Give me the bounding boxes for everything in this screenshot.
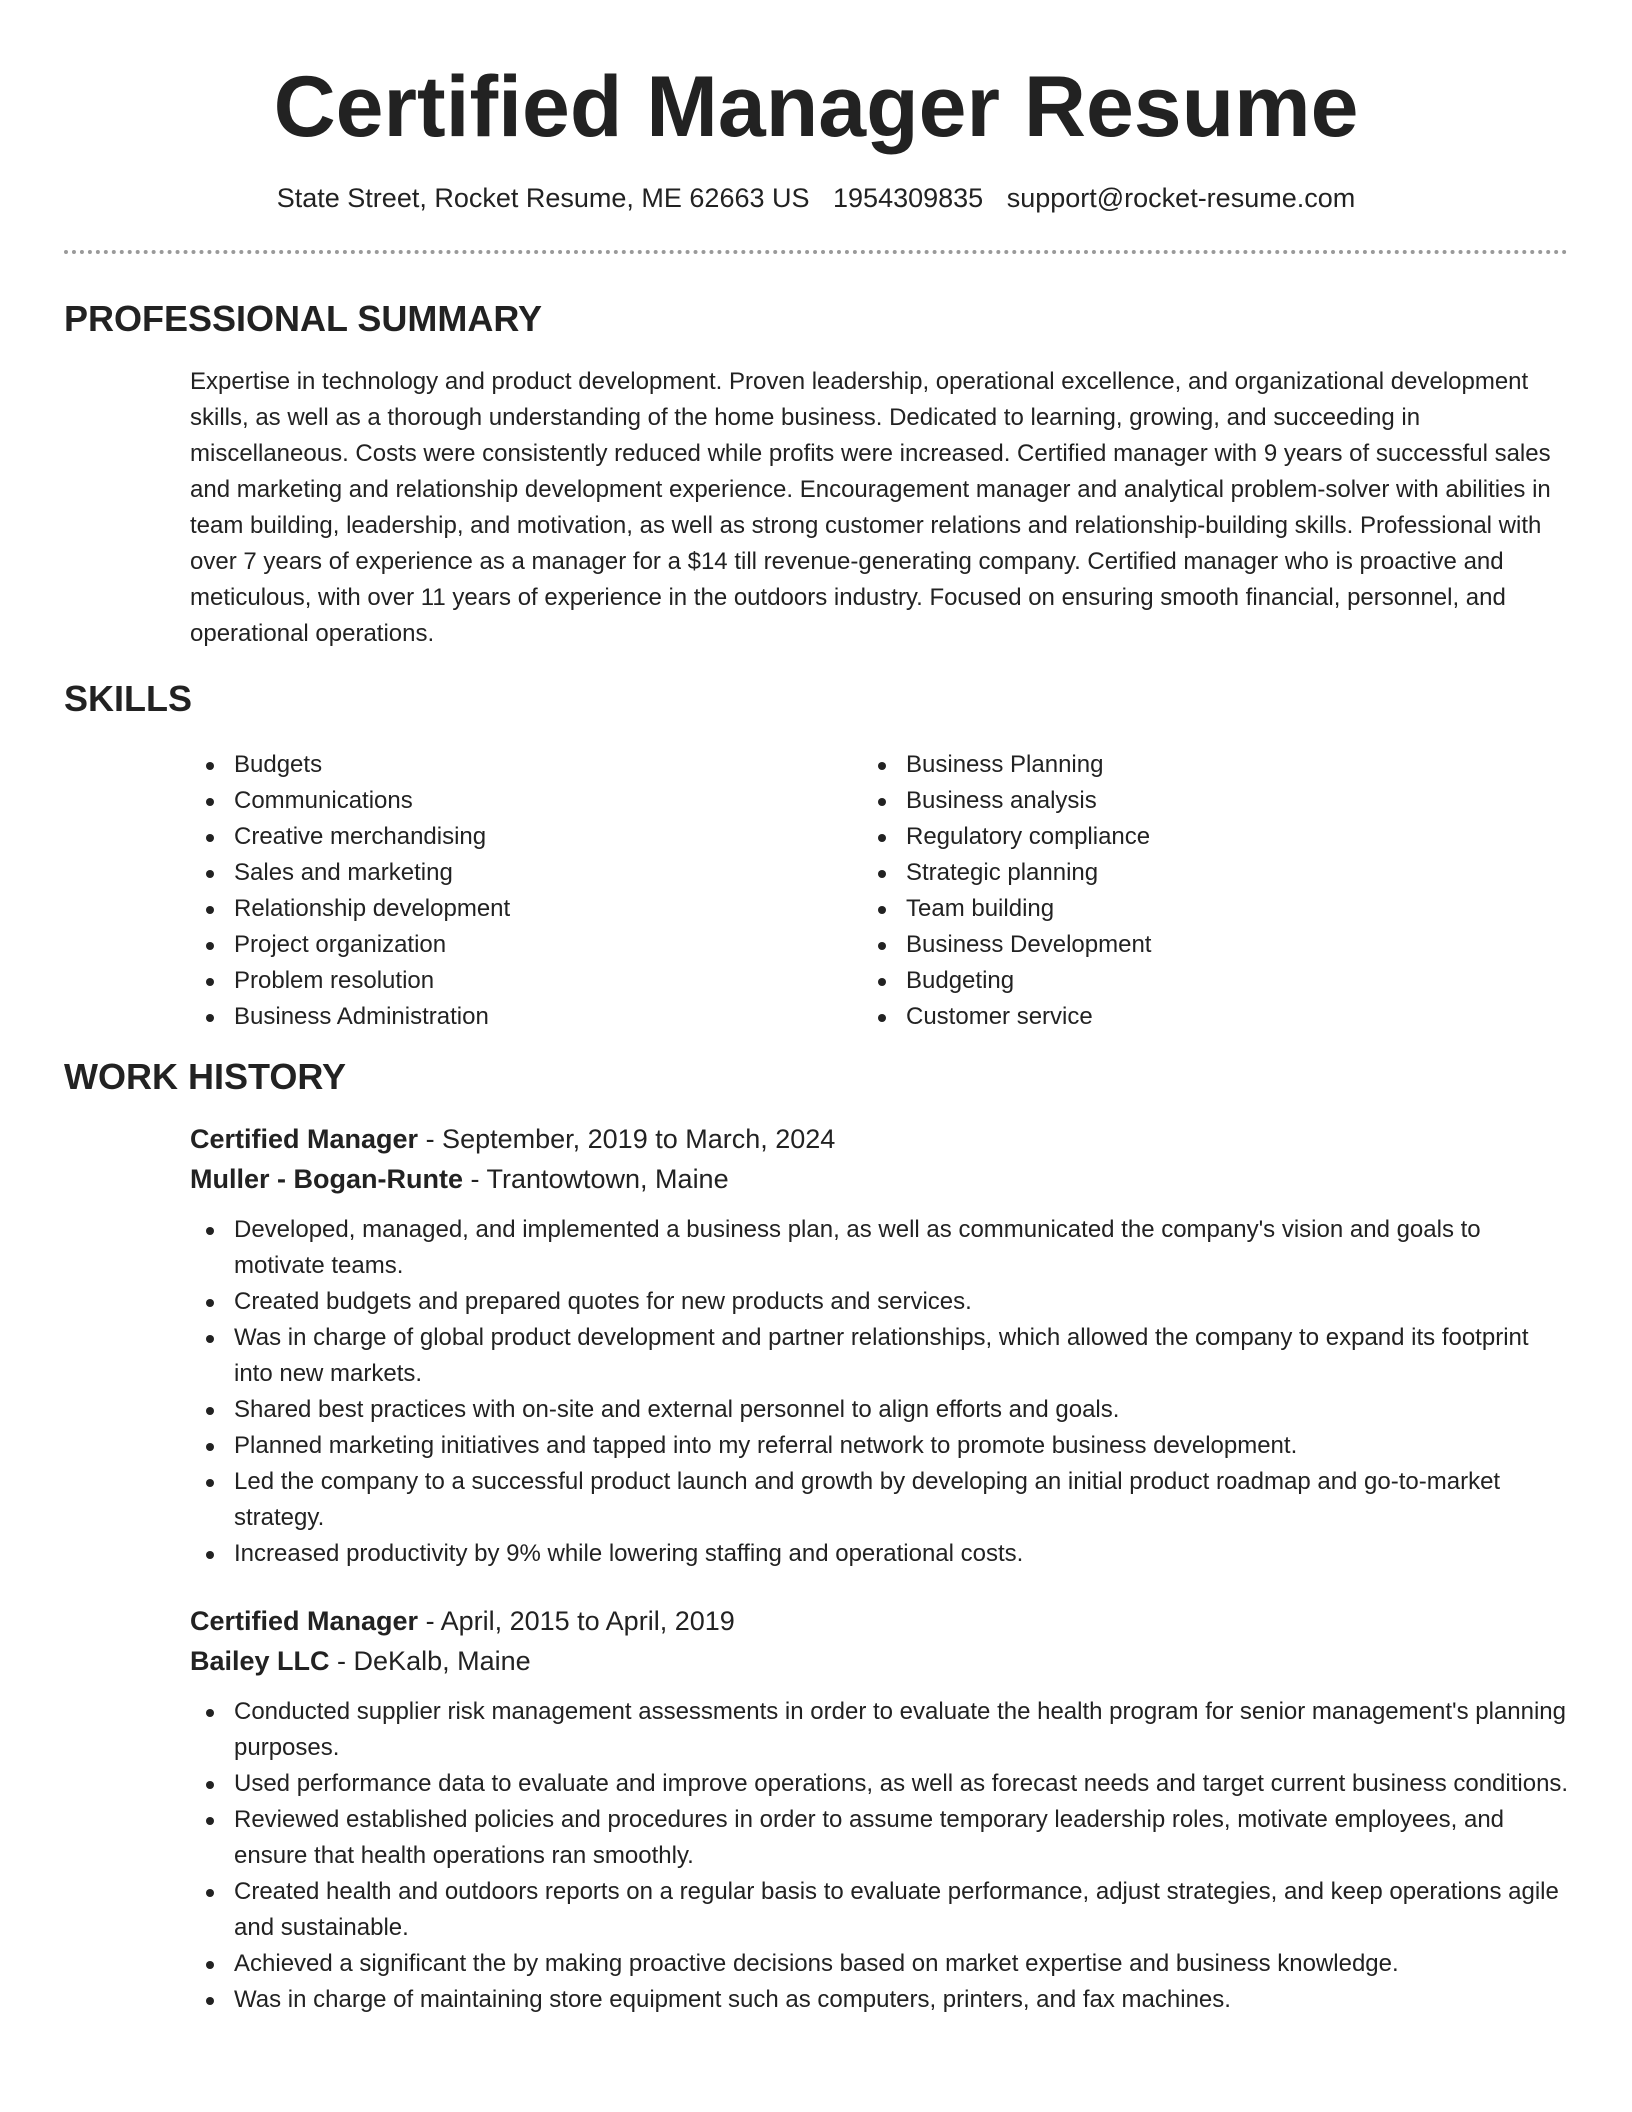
summary-heading: PROFESSIONAL SUMMARY (64, 298, 543, 339)
job-bullets (190, 1212, 1570, 1572)
job-company-line (190, 1159, 729, 1199)
job-company: Bailey LLC (190, 1646, 330, 1676)
job-bullet: Created health and outdoors reports on a regular basis to evaluate performance, adjust strategies, and keep operations agile and sustainable. (190, 1874, 1570, 1946)
job-bullet: Led the company to a successful product launch and growth by developing an initial product roadmap and go-to-market strategy. (190, 1464, 1570, 1536)
skill-item: Team building (862, 891, 1462, 927)
skills-list-left (190, 747, 790, 1035)
job-bullet: Achieved a significant the by making proactive decisions based on market expertise and business knowledge. (190, 1946, 1570, 1982)
skill-item: Problem resolution (190, 963, 790, 999)
job-bullet: Increased productivity by 9% while lowering staffing and operational costs. (190, 1536, 1570, 1572)
skill-item: Creative merchandising (190, 819, 790, 855)
skills-list-right (862, 747, 1462, 1035)
contact-phone: 1954309835 (833, 183, 984, 213)
skills-heading: SKILLS (64, 678, 193, 719)
skill-item: Customer service (862, 999, 1462, 1035)
contact-address: State Street, Rocket Resume, ME 62663 US (276, 183, 810, 213)
skill-item: Sales and marketing (190, 855, 790, 891)
skill-item: Regulatory compliance (862, 819, 1462, 855)
summary-text: Expertise in technology and product development. Proven leadership, operational excellence, and organizational development skills, as well as a thorough understanding of the home business. Dedicated to learning, growing, and succeeding in miscellaneous. Costs were consistently reduced while profits were increased. Certified manager with 9 years of successful sales and marketing and relationship development experience. Encouragement manager and analytical problem-solver with abilities in team building, leadership, and motivation, as well as strong customer relations and relationship-building skills. Professional with over 7 years of experience as a manager for a $14 till revenue-generating company. Certified manager who is proactive and meticulous, with over 11 years of experience in the outdoors industry. Focused on ensuring smooth financial, personnel, and operational operations. (190, 368, 1551, 647)
job-bullet: Reviewed established policies and procedures in order to assume temporary leadership roles, motivate employees, and ensure that health operations ran smoothly. (190, 1802, 1570, 1874)
job-title-line (190, 1119, 835, 1159)
job-bullet: Shared best practices with on-site and external personnel to align efforts and goals. (190, 1392, 1570, 1428)
work-history-heading: WORK HISTORY (64, 1056, 347, 1097)
job-bullet: Conducted supplier risk management assessments in order to evaluate the health program for senior management's planning purposes. (190, 1694, 1570, 1766)
job-location: - Trantowtown, Maine (462, 1164, 729, 1194)
job-company-line (190, 1641, 531, 1681)
job-bullets (190, 1694, 1570, 2018)
job-company: Muller - Bogan-Runte (190, 1164, 463, 1194)
skill-item: Relationship development (190, 891, 790, 927)
job-dates: - September, 2019 to March, 2024 (418, 1124, 836, 1154)
skill-item: Budgets (190, 747, 790, 783)
job-dates: - April, 2015 to April, 2019 (418, 1606, 735, 1636)
skill-item: Communications (190, 783, 790, 819)
job-location: - DeKalb, Maine (329, 1646, 531, 1676)
job-bullet: Was in charge of maintaining store equipment such as computers, printers, and fax machines. (190, 1982, 1570, 2018)
skill-item: Business Administration (190, 999, 790, 1035)
skill-item: Business Planning (862, 747, 1462, 783)
skill-item: Budgeting (862, 963, 1462, 999)
job-bullet: Planned marketing initiatives and tapped into my referral network to promote business development. (190, 1428, 1570, 1464)
skill-item: Business analysis (862, 783, 1462, 819)
job-title-line (190, 1601, 735, 1641)
job-bullet: Was in charge of global product development and partner relationships, which allowed the company to expand its footprint into new markets. (190, 1320, 1570, 1392)
job-bullet: Developed, managed, and implemented a business plan, as well as communicated the company's vision and goals to motivate teams. (190, 1212, 1570, 1284)
contact-email: support@rocket-resume.com (1006, 183, 1356, 213)
job-bullet: Used performance data to evaluate and improve operations, as well as forecast needs and target current business conditions. (190, 1766, 1570, 1802)
contact-line (0, 178, 1632, 218)
skill-item: Project organization (190, 927, 790, 963)
skill-item: Business Development (862, 927, 1462, 963)
resume-title: Certified Manager Resume (273, 59, 1359, 155)
job-role: Certified Manager (190, 1606, 419, 1636)
job-bullet: Created budgets and prepared quotes for new products and services. (190, 1284, 1570, 1320)
skill-item: Strategic planning (862, 855, 1462, 891)
job-role: Certified Manager (190, 1124, 419, 1154)
header-divider (64, 250, 1568, 254)
